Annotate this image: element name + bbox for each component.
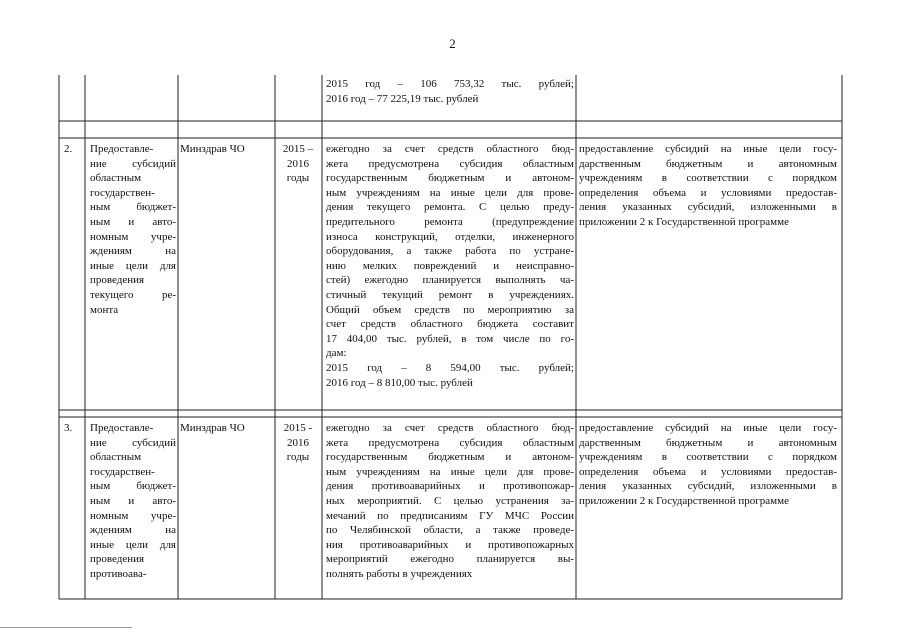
period-line: 2016: [287, 436, 309, 449]
description-line: мечаний по предписаниям ГУ МЧС России: [326, 509, 574, 522]
description-line: износа конструкций, отделки, инженерного: [326, 230, 574, 243]
description-line: оборудования, а также работа по устране-: [326, 245, 574, 258]
result-line: предоставление субсидий на иные цели госу-: [579, 143, 837, 155]
result-line: дарственным бюджетным и автономным: [579, 157, 837, 170]
description-line: ежегодно за счет средств областного бюд-: [326, 422, 574, 434]
measure-name-line: номным учре-: [90, 509, 176, 522]
description-line: ежегодно за счет средств областного бюд-: [326, 143, 574, 155]
description-line: предительного ремонта (предупреждение: [326, 215, 574, 228]
period-line: 2015 –: [282, 143, 314, 155]
description-line: 17 404,00 тыс. рублей, в том числе по го-: [326, 332, 574, 345]
description-line: жета предусмотрена субсидия областным: [326, 157, 574, 170]
description-line: ния противоаварийных и противопожарных: [326, 538, 574, 551]
measure-name-line: ждениям на: [90, 245, 176, 258]
measure-name-line: ждениям на: [90, 524, 176, 537]
measure-name-line: монта: [90, 303, 119, 316]
description-line: полнять работы в учреждениях: [326, 567, 473, 580]
measure-name-line: ным бюджет-: [90, 480, 176, 493]
result-line: определения объема и условиями предостав-: [579, 186, 837, 199]
measure-name-line: текущего ре-: [90, 288, 176, 301]
description-line: счет средств областного бюджета составит: [326, 318, 574, 331]
measure-name-line: областным: [90, 451, 142, 464]
description-line: ным учреждениям на иные цели для прове-: [326, 465, 574, 478]
measure-name-line: проведения: [90, 274, 145, 287]
responsible-executor: Минздрав ЧО: [180, 422, 245, 434]
result-line: ления указанных субсидий, изложенными в: [579, 480, 837, 493]
description-line: 2016 год – 8 810,00 тыс. рублей: [326, 376, 473, 389]
implementation-period: [277, 142, 319, 186]
measure-name: [90, 142, 176, 317]
measure-description: [326, 421, 574, 582]
measure-name: [90, 421, 176, 582]
description-line: дам:: [326, 347, 347, 360]
measure-name-line: государствен-: [90, 465, 155, 478]
result-line: дарственным бюджетным и автономным: [579, 436, 837, 449]
description-line: 2015 год – 106 753,32 тыс. рублей;: [326, 78, 574, 90]
result-line: приложении 2 к Государственной программе: [579, 215, 789, 228]
measure-name-line: ным бюджет-: [90, 201, 176, 214]
result-line: ления указанных субсидий, изложенными в: [579, 201, 837, 214]
result-line: предоставление субсидий на иные цели госу-: [579, 422, 837, 434]
expected-result: [579, 421, 837, 509]
measure-name-line: номным учре-: [90, 230, 176, 243]
result-line: приложении 2 к Государственной программе: [579, 494, 789, 507]
footer-rule: [0, 627, 132, 628]
implementation-period: [277, 421, 319, 465]
description-line: стичный текущий ремонт в учреждениях.: [326, 288, 574, 301]
measure-name-line: государствен-: [90, 186, 155, 199]
measure-name-line: Предоставле-: [90, 143, 154, 155]
page-number: 2: [449, 36, 456, 51]
measure-name-line: противоава-: [90, 567, 147, 580]
description-line: 2015 год – 8 594,00 тыс. рублей;: [326, 361, 574, 374]
description-line: ным учреждениям на иные цели для прове-: [326, 186, 574, 199]
row-number: 2.: [64, 143, 73, 155]
description-line: мероприятий ежегодно планируется вы-: [326, 553, 574, 566]
result-line: учреждениям в соответствии с порядком: [579, 451, 837, 464]
description-line: дения противоаварийных и противопожар-: [326, 480, 574, 493]
measure-name-line: иные цели для: [90, 259, 176, 272]
description-line: стей) ежегодно планируется выполнять ча-: [326, 274, 574, 287]
description-line: государственным бюджетным и автоном-: [326, 451, 574, 464]
description-line: жета предусмотрена субсидия областным: [326, 436, 574, 449]
description-line: по Челябинской области, а также проведе-: [326, 524, 574, 537]
expected-result: [579, 142, 837, 230]
row-number: 3.: [64, 422, 73, 434]
description-line: государственным бюджетным и автоном-: [326, 172, 574, 185]
measure-name-line: ным и авто-: [90, 494, 176, 507]
description-line: Общий объем средств по мероприятию за: [326, 303, 574, 316]
measure-name-line: ние субсидий: [90, 157, 176, 170]
period-line: годы: [286, 172, 310, 185]
continuation-description: [326, 77, 574, 106]
responsible-executor: Минздрав ЧО: [180, 143, 245, 155]
measure-name-line: областным: [90, 172, 142, 185]
measure-name-line: проведения: [90, 553, 145, 566]
description-line: 2016 год – 77 225,19 тыс. рублей: [326, 92, 479, 105]
period-line: годы: [286, 451, 310, 464]
description-line: нию мелких повреждений и неисправно-: [326, 259, 574, 272]
description-line: ных мероприятий. С целью устранения за-: [326, 494, 574, 507]
period-line: 2016: [287, 157, 309, 170]
measure-name-line: иные цели для: [90, 538, 176, 551]
result-line: учреждениям в соответствии с порядком: [579, 172, 837, 185]
measure-name-line: ние субсидий: [90, 436, 176, 449]
measure-description: [326, 142, 574, 390]
measure-name-line: ным и авто-: [90, 215, 176, 228]
result-line: определения объема и условиями предостав-: [579, 465, 837, 478]
description-line: дения текущего ремонта. С целью преду-: [326, 201, 574, 214]
measure-name-line: Предоставле-: [90, 422, 154, 434]
period-line: 2015 -: [283, 422, 313, 434]
